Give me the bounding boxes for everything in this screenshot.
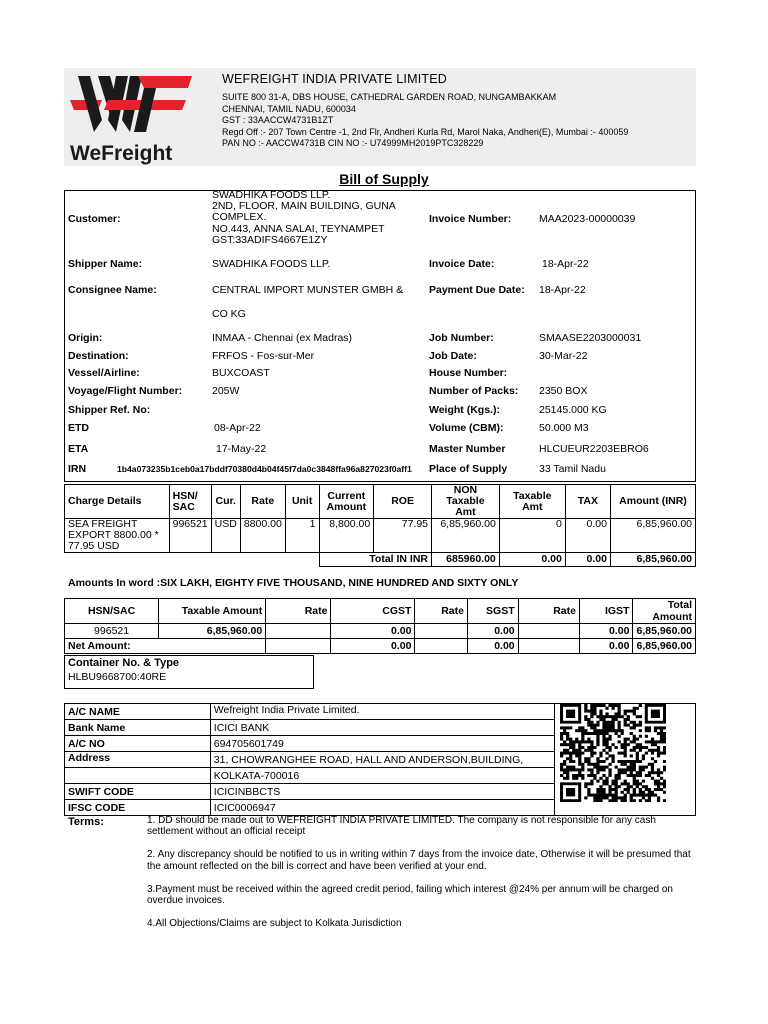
- bank-label: Bank Name: [65, 720, 211, 736]
- col-header: Amount (INR): [610, 485, 695, 519]
- bank-label: A/C NAME: [65, 704, 211, 720]
- tax-total: 6,85,960.00: [633, 624, 696, 639]
- tax-header-row: [65, 599, 696, 624]
- customer-line: SWADHIKA FOODS LLP.: [212, 189, 331, 201]
- document-title: Bill of Supply: [339, 171, 429, 187]
- packs: 2350 BOX: [539, 385, 588, 397]
- total-row: [65, 553, 696, 567]
- total-label: Total IN INR: [319, 553, 432, 567]
- bank-label: IFSC CODE: [65, 800, 211, 816]
- col-header: Charge Details: [65, 485, 170, 519]
- weight-label: Weight (Kgs.):: [429, 404, 500, 416]
- table-row: [65, 519, 696, 553]
- company-address-line: SUITE 800 31-A, DBS HOUSE, CATHEDRAL GARDEN ROAD, NUNGAMBAKKAM: [222, 92, 557, 102]
- col-header: HSN/ SAC: [169, 485, 211, 519]
- volume-label: Volume (CBM):: [429, 422, 504, 434]
- net-cgst: 0.00: [331, 639, 415, 654]
- packs-label: Number of Packs:: [429, 385, 519, 397]
- tax-cgst-rate: [266, 624, 331, 639]
- charge-roe: 77.95: [374, 519, 432, 553]
- charge-currency: USD: [211, 519, 240, 553]
- charge-non-taxable: 6,85,960.00: [432, 519, 500, 553]
- vessel-label: Vessel/Airline:: [68, 367, 140, 379]
- company-regd-office: Regd Off :- 207 Town Centre -1, 2nd Flr, Andheri Kurla Rd, Marol Naka, Andheri(E), Mumbai :- 400059: [222, 126, 629, 137]
- company-name: WEFREIGHT INDIA PRIVATE LIMITED: [222, 72, 447, 86]
- col-header: Rate: [266, 599, 331, 624]
- total-amount: 6,85,960.00: [610, 553, 695, 567]
- charge-taxable: 0: [499, 519, 565, 553]
- irn-label: IRN: [68, 463, 87, 475]
- charge-amount: 6,85,960.00: [610, 519, 695, 553]
- charges-header-row: [65, 485, 696, 519]
- net-total: 6,85,960.00: [633, 639, 696, 654]
- col-header: Taxable Amt: [499, 485, 565, 519]
- container-value: HLBU9668700:40RE: [68, 671, 167, 683]
- col-header: Cur.: [211, 485, 240, 519]
- bank-label: SWIFT CODE: [65, 784, 211, 800]
- amount-in-words: Amounts In word :SIX LAKH, EIGHTY FIVE THOUSAND, NINE HUNDRED AND SIXTY ONLY: [68, 577, 519, 589]
- term-item: 1. DD should be made out to WEFREIGHT INDIA PRIVATE LIMITED. The company is not responsible for any cash settlement without an official receipt: [147, 815, 656, 838]
- bank-value: ICICINBBCTS: [210, 784, 555, 800]
- bank-label: [65, 768, 211, 784]
- shipper-name: SWADHIKA FOODS LLP.: [212, 258, 331, 270]
- tax-cgst: 0.00: [331, 624, 415, 639]
- customer-gst: GST:33ADIFS4667E1ZY: [212, 233, 328, 246]
- col-header: Current Amount: [319, 485, 374, 519]
- bank-value: KOLKATA-700016: [210, 768, 555, 784]
- tax-sgst-rate: [415, 624, 468, 639]
- irn: 1b4a073235b1ceb0a17bddf70380d4b04f45f7da0c3848ffa96a827023f0aff1: [117, 464, 412, 474]
- col-header: CGST: [331, 599, 415, 624]
- bank-value: ICICI BANK: [210, 720, 555, 736]
- company-gst: GST : 33AACCW4731B1ZT: [222, 115, 334, 125]
- weight: 25145.000 KG: [539, 404, 607, 416]
- bank-label: Address: [65, 752, 211, 768]
- net-cgst-rate: [266, 639, 331, 654]
- charge-hsn: 996521: [169, 519, 211, 553]
- shipper-name-label: Shipper Name:: [68, 258, 143, 270]
- consignee-name-cont: CO KG: [212, 308, 246, 320]
- invoice-number-label: Invoice Number:: [429, 213, 512, 225]
- eta: 17-May-22: [216, 443, 267, 455]
- invoice-date-label: Invoice Date:: [429, 258, 495, 270]
- destination: FRFOS - Fos-sur-Mer: [212, 350, 315, 362]
- job-number: SMAASE2203000031: [539, 332, 642, 344]
- qr-code: [560, 704, 666, 802]
- col-header: SGST: [467, 599, 518, 624]
- vessel: BUXCOAST: [212, 367, 270, 379]
- destination-label: Destination:: [68, 350, 129, 362]
- company-pan-cin: PAN NO :- AACCW4731B CIN NO :- U74999MH2019PTC328229: [222, 138, 484, 148]
- charge-details: SEA FREIGHT EXPORT 8800.00 * 77.95 USD: [65, 519, 170, 553]
- tax-igst-rate: [518, 624, 579, 639]
- net-igst: 0.00: [579, 639, 633, 654]
- origin: INMAA - Chennai (ex Madras): [212, 332, 353, 344]
- company-address-line: CHENNAI, TAMIL NADU, 600034: [222, 103, 356, 114]
- customer-line: COMPLEX.: [212, 211, 267, 224]
- net-igst-rate: [518, 639, 579, 654]
- col-header: Unit: [285, 485, 319, 519]
- voyage: 205W: [212, 385, 240, 397]
- total-spacer: [65, 553, 320, 567]
- job-number-label: Job Number:: [429, 332, 494, 344]
- col-header: Rate: [518, 599, 579, 624]
- term-item: 4.All Objections/Claims are subject to Kolkata Jurisdiction: [147, 918, 402, 930]
- master-number-label: Master Number: [429, 443, 506, 455]
- tax-taxable-amount: 6,85,960.00: [159, 624, 266, 639]
- net-amount-label: Net Amount:: [65, 639, 266, 654]
- consignee-name-label: Consignee Name:: [68, 284, 157, 296]
- charge-unit: 1: [285, 519, 319, 553]
- volume: 50.000 M3: [539, 422, 589, 434]
- col-header: ROE: [374, 485, 432, 519]
- consignee-name: CENTRAL IMPORT MUNSTER GMBH &: [212, 284, 404, 296]
- charge-rate: 8800.00: [240, 519, 285, 553]
- bank-value: 694705601749: [210, 736, 555, 752]
- total-taxable: 0.00: [499, 553, 565, 567]
- eta-label: ETA: [68, 443, 89, 455]
- place-of-supply: 33 Tamil Nadu: [539, 463, 606, 475]
- net-sgst-rate: [415, 639, 468, 654]
- col-header: Total Amount: [633, 599, 696, 624]
- etd-label: ETD: [68, 422, 89, 434]
- customer-line: 2ND, FLOOR, MAIN BUILDING, GUNA: [212, 200, 396, 213]
- net-amount-row: [65, 639, 696, 654]
- table-row: [65, 624, 696, 639]
- customer-line: NO.443, ANNA SALAI, TEYNAMPET: [212, 222, 385, 235]
- container-box: [64, 655, 314, 689]
- bank-label: A/C NO: [65, 736, 211, 752]
- container-title: Container No. & Type: [68, 657, 180, 669]
- total-non-taxable: 685960.00: [432, 553, 500, 567]
- customer-address: [212, 190, 412, 246]
- bank-value: 31, CHOWRANGHEE ROAD, HALL AND ANDERSON,BUILDING,: [210, 752, 555, 768]
- col-header: HSN/SAC: [65, 599, 159, 624]
- etd: 08-Apr-22: [214, 422, 261, 434]
- origin-label: Origin:: [68, 332, 103, 344]
- tax-summary-table: [64, 598, 696, 654]
- col-header: Taxable Amount: [159, 599, 266, 624]
- net-sgst: 0.00: [467, 639, 518, 654]
- col-header: NON Taxable Amt: [432, 485, 500, 519]
- customer-label: Customer:: [68, 213, 121, 225]
- terms-label: Terms:: [68, 816, 104, 828]
- charge-tax: 0.00: [565, 519, 610, 553]
- place-of-supply-label: Place of Supply: [429, 463, 508, 475]
- invoice-number: MAA2023-00000039: [539, 213, 636, 225]
- bank-value: Wefreight India Private Limited.: [210, 704, 555, 720]
- total-tax: 0.00: [565, 553, 610, 567]
- bank-value: ICIC0006947: [210, 800, 555, 816]
- shipper-ref-label: Shipper Ref. No:: [68, 404, 151, 416]
- svg-text:WeFreight: WeFreight: [70, 142, 173, 165]
- job-date: 30-Mar-22: [539, 350, 588, 362]
- col-header: Rate: [415, 599, 468, 624]
- col-header: TAX: [565, 485, 610, 519]
- tax-igst: 0.00: [579, 624, 633, 639]
- invoice-date: 18-Apr-22: [542, 258, 589, 270]
- payment-due: 18-Apr-22: [539, 284, 586, 296]
- col-header: IGST: [579, 599, 633, 624]
- voyage-label: Voyage/Flight Number:: [68, 385, 183, 397]
- term-item: 3.Payment must be received within the agreed credit period, failing which interest @24% per annum will be charged on overdue invoices.: [147, 883, 673, 907]
- col-header: Rate: [240, 485, 285, 519]
- tax-sgst: 0.00: [467, 624, 518, 639]
- payment-due-label: Payment Due Date:: [429, 284, 525, 296]
- wefreight-logo: [68, 70, 196, 165]
- charges-table: [64, 484, 696, 567]
- charge-current-amount: 8,800.00: [319, 519, 374, 553]
- master-number: HLCUEUR2203EBRO6: [539, 443, 649, 455]
- terms-list: [147, 815, 697, 941]
- tax-hsn: 996521: [65, 624, 159, 639]
- company-info: [222, 72, 692, 150]
- term-item: 2. Any discrepancy should be notified to us in writing within 7 days from the invoice date, Otherwise it will be presumed that the amount reflected on the bill is correct and have been verified at your end.: [147, 849, 691, 872]
- house-number-label: House Number:: [429, 367, 508, 379]
- job-date-label: Job Date:: [429, 350, 477, 362]
